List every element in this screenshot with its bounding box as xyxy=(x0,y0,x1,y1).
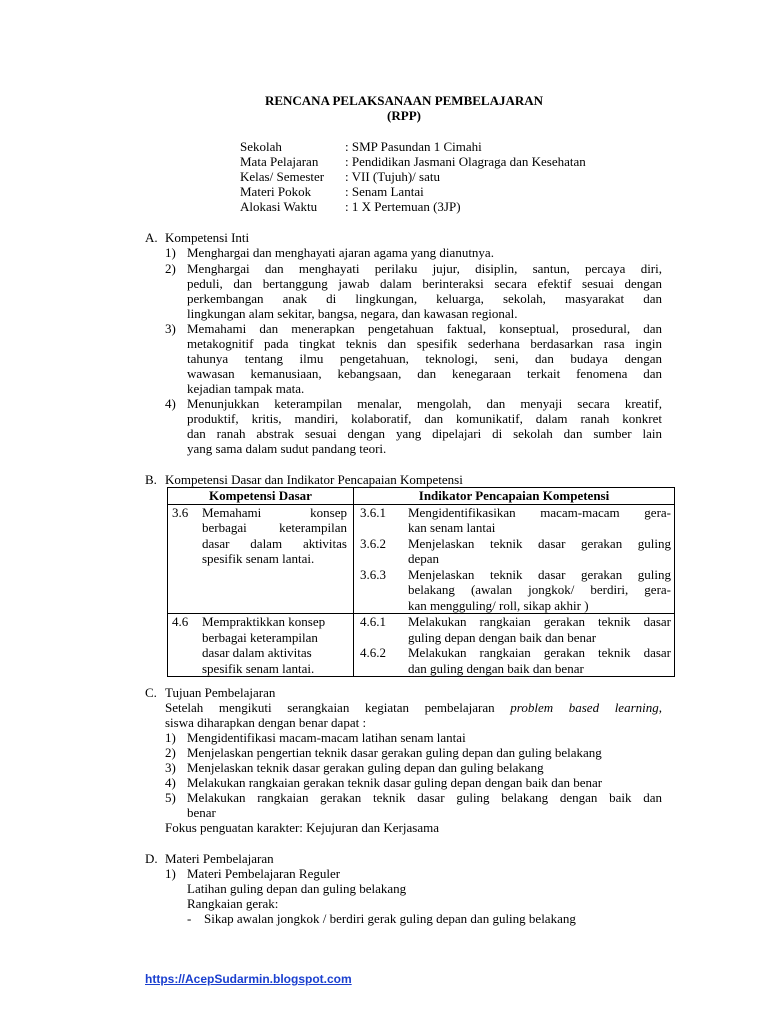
list-item-number: 4) xyxy=(165,775,176,790)
kd-code: 3.6 xyxy=(172,504,189,520)
indicator-line: Melakukan rangkaian gerakan teknik dasar xyxy=(408,645,671,660)
indicator-line: depan xyxy=(408,551,440,566)
indicator-line: Mengidentifikasikan macam-macam gera- xyxy=(408,504,671,520)
bullet-marker: - xyxy=(187,911,192,926)
list-item-text: peduli, dan bertanggung jawab dalam berinteraksi secara efektif sesuai dengan xyxy=(187,276,662,291)
info-label: Materi Pokok xyxy=(240,184,312,199)
info-value: : Senam Lantai xyxy=(345,184,424,199)
list-item-number: 1) xyxy=(165,245,176,260)
table-row xyxy=(168,614,675,677)
indicator-code: 3.6.1 xyxy=(360,504,386,520)
info-label: Alokasi Waktu xyxy=(240,199,318,214)
list-item-number: 1) xyxy=(165,866,176,881)
indicator-line: guling depan dengan baik dan benar xyxy=(408,629,597,645)
intro-paragraph-line xyxy=(165,700,662,716)
section-d-title: Materi Pembelajaran xyxy=(165,851,274,866)
kd-line: berbagai keterampilan xyxy=(202,629,318,645)
bullet-text: Sikap awalan jongkok / berdiri gerak guling depan dan guling belakang xyxy=(204,911,576,926)
kd-text xyxy=(202,614,347,676)
section-c-letter: C. xyxy=(145,685,157,700)
info-row-alokasi-waktu xyxy=(240,199,461,215)
info-value: : Pendidikan Jasmani Olagraga dan Kesehatan xyxy=(345,154,586,169)
list-item-text: Menunjukkan keterampilan menalar, mengolah, dan menyaji secara kreatif, xyxy=(187,396,662,411)
list-item-number: 5) xyxy=(165,790,176,805)
list-item-number: 1) xyxy=(165,730,176,745)
blog-link[interactable]: https://AcepSudarmin.blogspot.com xyxy=(145,972,352,986)
indicator-code: 3.6.3 xyxy=(360,566,386,582)
list-item-text: dan ranah abstrak sesuai dengan yang dipelajari di sekolah dan sumber lain xyxy=(187,426,662,441)
list-item-number: 3) xyxy=(165,760,176,775)
indicator-line: Melakukan rangkaian gerakan teknik dasar xyxy=(408,614,671,629)
competency-table xyxy=(167,487,675,677)
section-d-letter: D. xyxy=(145,851,158,866)
table-cell-kd xyxy=(168,614,354,677)
indicator-text xyxy=(408,505,671,536)
kd-text xyxy=(202,505,347,567)
intro-paragraph-line: siswa diharapkan dengan benar dapat : xyxy=(165,715,367,730)
indicator-item xyxy=(354,536,674,567)
list-item-text: metakognitif pada tingkat teknis dan spesifik sederhana berdasarkan rasa ingin xyxy=(187,336,662,351)
list-item-text: tahunya tentang ilmu pengetahuan, teknologi, seni, dan budaya dengan xyxy=(187,351,662,366)
list-item-text: benar xyxy=(187,805,216,820)
info-row-materi-pokok xyxy=(240,184,424,200)
indicator-text xyxy=(408,536,671,567)
indicator-item xyxy=(354,614,674,645)
list-item-text: Mengidentifikasi macam-macam latihan senam lantai xyxy=(187,730,466,745)
info-row-sekolah xyxy=(240,139,482,155)
info-row-mata-pelajaran xyxy=(240,154,586,170)
kd-block xyxy=(168,505,353,567)
character-focus: Fokus penguatan karakter: Kejujuran dan Kerjasama xyxy=(165,820,439,835)
info-value: : SMP Pasundan 1 Cimahi xyxy=(345,139,482,154)
list-item-text: Menjelaskan teknik dasar gerakan guling depan dan guling belakang xyxy=(187,760,544,775)
list-item-text: produktif, kritis, mandiri, kolaboratif, dan komunikatif, dalam ranah konkret xyxy=(187,411,662,426)
section-c-title: Tujuan Pembelajaran xyxy=(165,685,276,700)
list-item-number: 4) xyxy=(165,396,176,411)
indicator-line: kan senam lantai xyxy=(408,520,496,535)
list-item-text: lingkungan alam sekitar, bangsa, negara, dan kawasan regional. xyxy=(187,306,518,321)
kd-line: dasar dalam aktivitas xyxy=(202,535,347,551)
material-line: Latihan guling depan dan guling belakang xyxy=(187,881,407,896)
info-value: : VII (Tujuh)/ satu xyxy=(345,169,440,184)
kd-line: Memahami konsep xyxy=(202,504,347,520)
kd-line: Mempraktikkan konsep xyxy=(202,614,326,629)
table-cell-indicators xyxy=(354,504,675,614)
list-item-number: 2) xyxy=(165,261,176,276)
section-b-title: Kompetensi Dasar dan Indikator Pencapaian Kompetensi xyxy=(165,472,463,487)
indicator-code: 4.6.2 xyxy=(360,645,386,660)
kd-block xyxy=(168,614,353,676)
indicator-line: Menjelaskan teknik dasar gerakan guling xyxy=(408,566,671,582)
indicator-code: 4.6.1 xyxy=(360,614,386,629)
material-line: Rangkaian gerak: xyxy=(187,896,279,911)
section-a-title: Kompetensi Inti xyxy=(165,230,250,245)
table-header-kd: Kompetensi Dasar xyxy=(168,488,354,505)
list-item-text: Menjelaskan pengertian teknik dasar gerakan guling depan dan guling belakang xyxy=(187,745,602,760)
list-item-text: Menghargai dan menghayati perilaku jujur, disiplin, santun, percaya diri, xyxy=(187,261,662,276)
info-label: Sekolah xyxy=(240,139,282,154)
info-row-kelas-semester xyxy=(240,169,440,185)
kd-code: 4.6 xyxy=(172,614,189,629)
kd-line: spesifik senam lantai. xyxy=(202,551,315,566)
info-label: Mata Pelajaran xyxy=(240,154,319,169)
indicator-item xyxy=(354,505,674,536)
list-item-text: wawasan kemanusiaan, kebangsaan, dan kenegaraan terkait fenomena dan xyxy=(187,366,662,381)
indicator-code: 3.6.2 xyxy=(360,535,386,551)
list-item-text: Memahami dan menerapkan pengetahuan faktual, konseptual, prosedural, dan xyxy=(187,321,662,336)
list-item-text: Melakukan rangkaian gerakan teknik dasar guling belakang dengan baik dan xyxy=(187,790,662,805)
indicator-item xyxy=(354,645,674,676)
document-subtitle: (RPP) xyxy=(387,108,421,123)
list-item-number: 3) xyxy=(165,321,176,336)
kd-line: dasar dalam aktivitas xyxy=(202,645,312,660)
indicator-text xyxy=(408,567,671,614)
list-item-text: yang sama dalam sudut pandang teori. xyxy=(187,441,387,456)
indicator-line: Menjelaskan teknik dasar gerakan guling xyxy=(408,535,671,551)
section-a-letter: A. xyxy=(145,230,158,245)
indicator-line: dan guling dengan baik dan benar xyxy=(408,660,584,676)
list-item-number: 2) xyxy=(165,745,176,760)
list-item-text: Menghargai dan menghayati ajaran agama yang dianutnya. xyxy=(187,245,494,260)
info-label: Kelas/ Semester xyxy=(240,169,325,184)
indicator-line: belakang (awalan jongkok/ berdiri, gera- xyxy=(408,582,671,597)
kd-line: spesifik senam lantai. xyxy=(202,660,315,676)
indicator-text xyxy=(408,645,671,676)
subsection-title: Materi Pembelajaran Reguler xyxy=(187,866,341,881)
intro-text: Setelah mengikuti serangkaian kegiatan pembelajaran xyxy=(165,700,511,715)
kd-line: berbagai keterampilan xyxy=(202,520,347,535)
info-value: : 1 X Pertemuan (3JP) xyxy=(345,199,461,214)
list-item-text: Melakukan rangkaian gerakan teknik dasar guling depan dengan baik dan benar xyxy=(187,775,603,790)
intro-italic-text: problem based learning, xyxy=(510,700,663,715)
section-b-letter: B. xyxy=(145,472,157,487)
indicator-text xyxy=(408,614,671,645)
list-item-text: kejadian tampak mata. xyxy=(187,381,305,396)
indicator-item xyxy=(354,567,674,614)
table-header-row xyxy=(168,488,675,505)
table-cell-kd xyxy=(168,504,354,614)
list-item-text: perkembangan anak di lingkungan, keluarga, sekolah, masyarakat dan xyxy=(187,291,662,306)
indicator-line: kan mengguling/ roll, sikap akhir ) xyxy=(408,597,589,613)
document-title: RENCANA PELAKSANAAN PEMBELAJARAN xyxy=(264,93,544,108)
table-row xyxy=(168,504,675,614)
table-header-indicator: Indikator Pencapaian Kompetensi xyxy=(354,488,675,505)
table-cell-indicators xyxy=(354,614,675,677)
